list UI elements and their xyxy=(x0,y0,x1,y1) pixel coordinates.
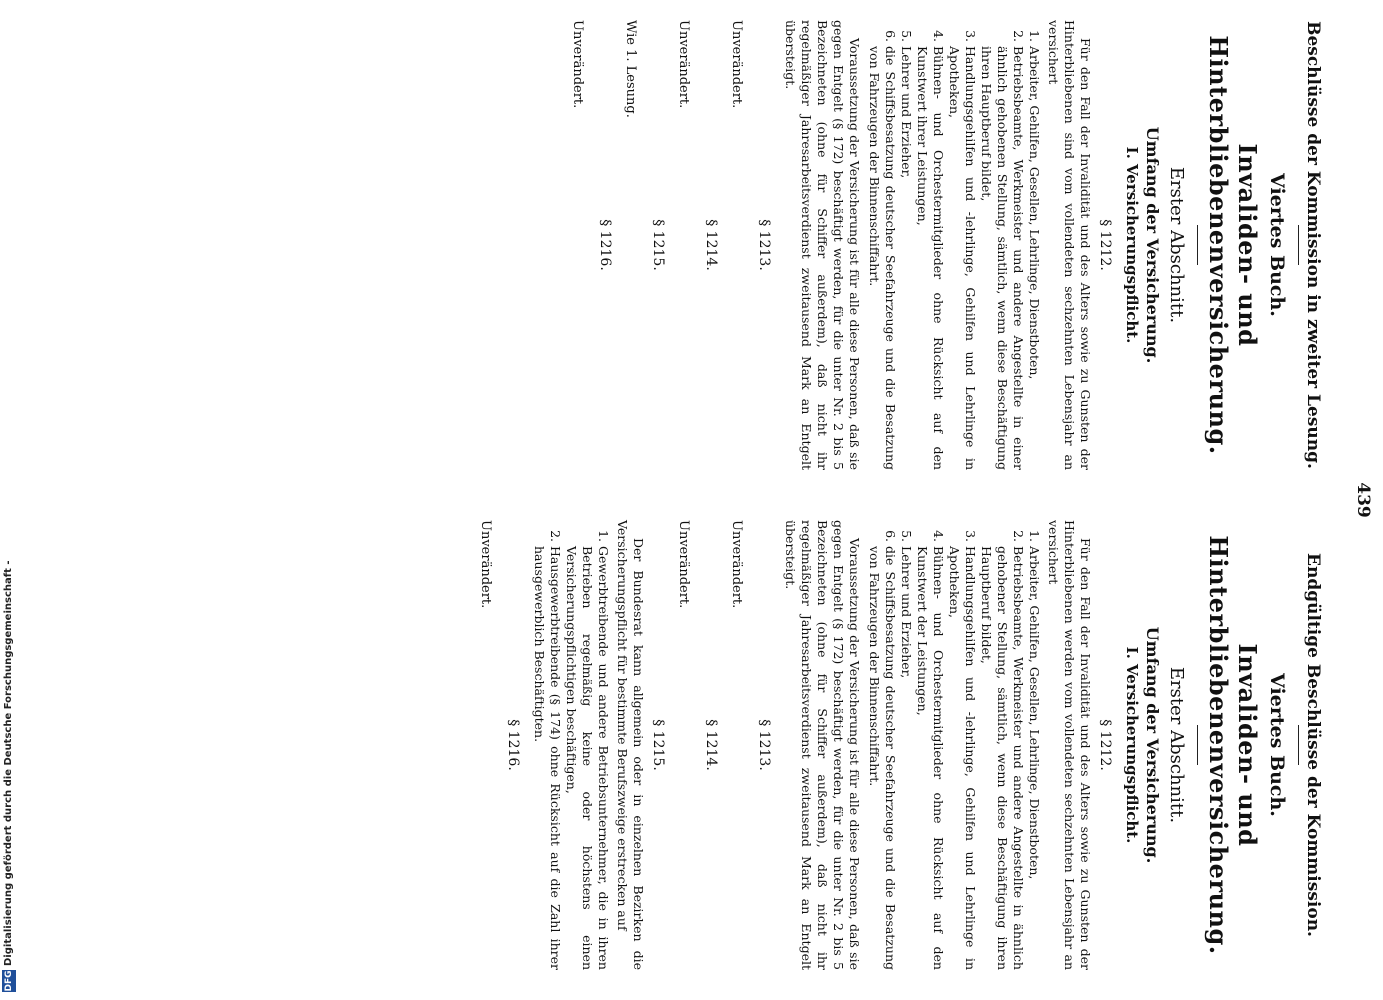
right-paragraph-1213: § 1213. xyxy=(756,719,772,771)
right-paragraph-1214: § 1214. xyxy=(703,719,719,771)
right-book-title: Viertes Buch. xyxy=(1266,673,1288,817)
right-1216-text: Unverändert. xyxy=(478,520,493,609)
list-item: 6. die Schiffsbesatzung deutscher Seefahrzeuge und die Besatzung von Fahrzeugen der Binnenschiffahrt. xyxy=(866,46,898,470)
divider xyxy=(1197,225,1198,265)
left-paragraph-1214: § 1214. xyxy=(703,219,719,271)
list-item: 3. Handlungsgehilfen und -lehrlinge, Gehilfen und Lehrlinge in Apotheken, xyxy=(946,46,978,470)
right-section-title: Erster Abschnitt. xyxy=(1166,666,1187,824)
dfg-logo: DFG xyxy=(4,970,14,992)
right-1214-text: Unverändert. xyxy=(676,520,691,609)
left-1212-list xyxy=(866,20,1042,470)
left-column xyxy=(570,20,1323,470)
right-subsubsection-title: I. Versicherungspflicht. xyxy=(1123,646,1141,844)
right-paragraph-1212: § 1212. xyxy=(1097,719,1113,771)
list-item: 5. Lehrer und Erzieher, xyxy=(898,546,914,970)
list-item: 5. Lehrer und Erzieher, xyxy=(898,46,914,470)
list-item: 4. Bühnen- und Orchestermitglieder ohne Rücksicht auf den Kunstwert der Leistungen, xyxy=(914,546,946,970)
left-1212-closing: Voraussetzung der Versicherung ist für alle diese Personen, daß sie gegen Entgelt (§ 172) beschäftigt werden, für die unter Nr. 2 bis 5 Bezeichneten (ohne für Schiffer außerdem), daß nicht ihr regelmäßiger Jahresarbeitsverdienst zweitausend Mark an Entgelt übersteigt. xyxy=(783,20,862,470)
left-paragraph-1213: § 1213. xyxy=(756,219,772,271)
list-item: 1. Arbeiter, Gehilfen, Gesellen, Lehrlinge, Dienstboten, xyxy=(1026,546,1042,970)
right-column-header: Endgültige Beschlüsse der Kommission. xyxy=(1303,553,1323,937)
credit-text: Digitalisierung gefördert durch die Deutsche Forschungsgemeinschaft - xyxy=(3,560,14,966)
right-paragraph-1216: § 1216. xyxy=(505,719,521,771)
left-paragraph-1216: § 1216. xyxy=(597,219,613,271)
right-subsection-title: Umfang der Versicherung. xyxy=(1143,626,1162,864)
list-item: 1. Gewerbtreibende und andere Betriebsunternehmer, die in ihren Betrieben regelmäßig keine oder höchstens einen Versicherungspflichtigen beschäftigen, xyxy=(563,546,611,970)
right-1215-list xyxy=(531,520,611,970)
list-item: 2. Betriebsbeamte, Werkmeister und andere Angestellte in ähnlich gehobener Stellung, sämtlich, wenn diese Beschäftigung ihren Hauptberuf bildet, xyxy=(978,546,1026,970)
left-column-header: Beschlüsse der Kommission in zweiter Lesung. xyxy=(1303,21,1323,469)
list-item: 3. Handlungsgehilfen und -lehrlinge, Gehilfen und Lehrlinge in Apotheken, xyxy=(946,546,978,970)
divider xyxy=(1298,225,1299,265)
divider xyxy=(1197,725,1198,765)
right-1212-intro: Für den Fall der Invalidität und des Alters sowie zu Gunsten der Hinterbliebenen werden vom vollendeten sechzehnten Lebensjahr an versichert xyxy=(1046,520,1093,970)
left-main-title: Invaliden- und Hinterbliebenenversicherung. xyxy=(1204,35,1262,455)
right-1215-intro: Der Bundesrat kann allgemein oder in einzelnen Bezirken die Versicherungspflicht für bestimmte Berufszweige erstrecken auf xyxy=(615,520,646,970)
left-1212-intro: Für den Fall der Invalidität und des Alters sowie zu Gunsten der Hinterbliebenen sind vom vollendeten sechzehnten Lebensjahr an versichert xyxy=(1046,20,1093,470)
right-main-title: Invaliden- und Hinterbliebenenversicherung. xyxy=(1204,535,1262,955)
left-1214-text: Unverändert. xyxy=(676,20,691,109)
left-paragraph-1212: § 1212. xyxy=(1097,219,1113,271)
left-1216-text: Unverändert. xyxy=(570,20,585,109)
right-1212-closing: Voraussetzung der Versicherung ist für alle diese Personen, daß sie gegen Entgelt (§ 172) beschäftigt werden, für die unter Nr. 2 bis 5 Bezeichneten (ohne für Schiffer außerdem), daß nicht ihr regelmäßiger Jahresarbeitsverdienst zweitausend Mark an Entgelt übersteigt. xyxy=(783,520,862,970)
list-item: 4. Bühnen- und Orchestermitglieder ohne Rücksicht auf den Kunstwert ihrer Leistungen, xyxy=(914,46,946,470)
digitization-credit xyxy=(2,32,18,992)
list-item: 1. Arbeiter, Gehilfen, Gesellen, Lehrlinge, Dienstboten, xyxy=(1026,46,1042,470)
right-paragraph-1215: § 1215. xyxy=(650,719,666,771)
list-item: 6. die Schiffsbesatzung deutscher Seefahrzeuge und die Besatzung von Fahrzeugen der Binnenschiffahrt. xyxy=(866,546,898,970)
divider xyxy=(1298,725,1299,765)
left-subsection-title: Umfang der Versicherung. xyxy=(1143,126,1162,364)
right-1213-text: Unverändert. xyxy=(729,520,744,609)
list-item: 2. Hausgewerbtreibende (§ 174) ohne Rücksicht auf die Zahl ihrer hausgewerblich Beschäftigten. xyxy=(531,546,563,970)
left-paragraph-1215: § 1215. xyxy=(650,219,666,271)
left-subsubsection-title: I. Versicherungspflicht. xyxy=(1123,146,1141,344)
left-1215-text: Wie 1. Lesung. xyxy=(623,20,638,118)
left-book-title: Viertes Buch. xyxy=(1266,173,1288,317)
page-number: 439 xyxy=(1353,482,1373,518)
left-1213-text: Unverändert. xyxy=(729,20,744,109)
right-1212-list xyxy=(866,520,1042,970)
list-item: 2. Betriebsbeamte, Werkmeister und andere Angestellte in einer ähnlich gehobenen Stellung, sämtlich, wenn diese Beschäftigung ihren Hauptberuf bildet, xyxy=(978,46,1026,470)
right-column xyxy=(478,520,1323,970)
left-section-title: Erster Abschnitt. xyxy=(1166,166,1187,324)
